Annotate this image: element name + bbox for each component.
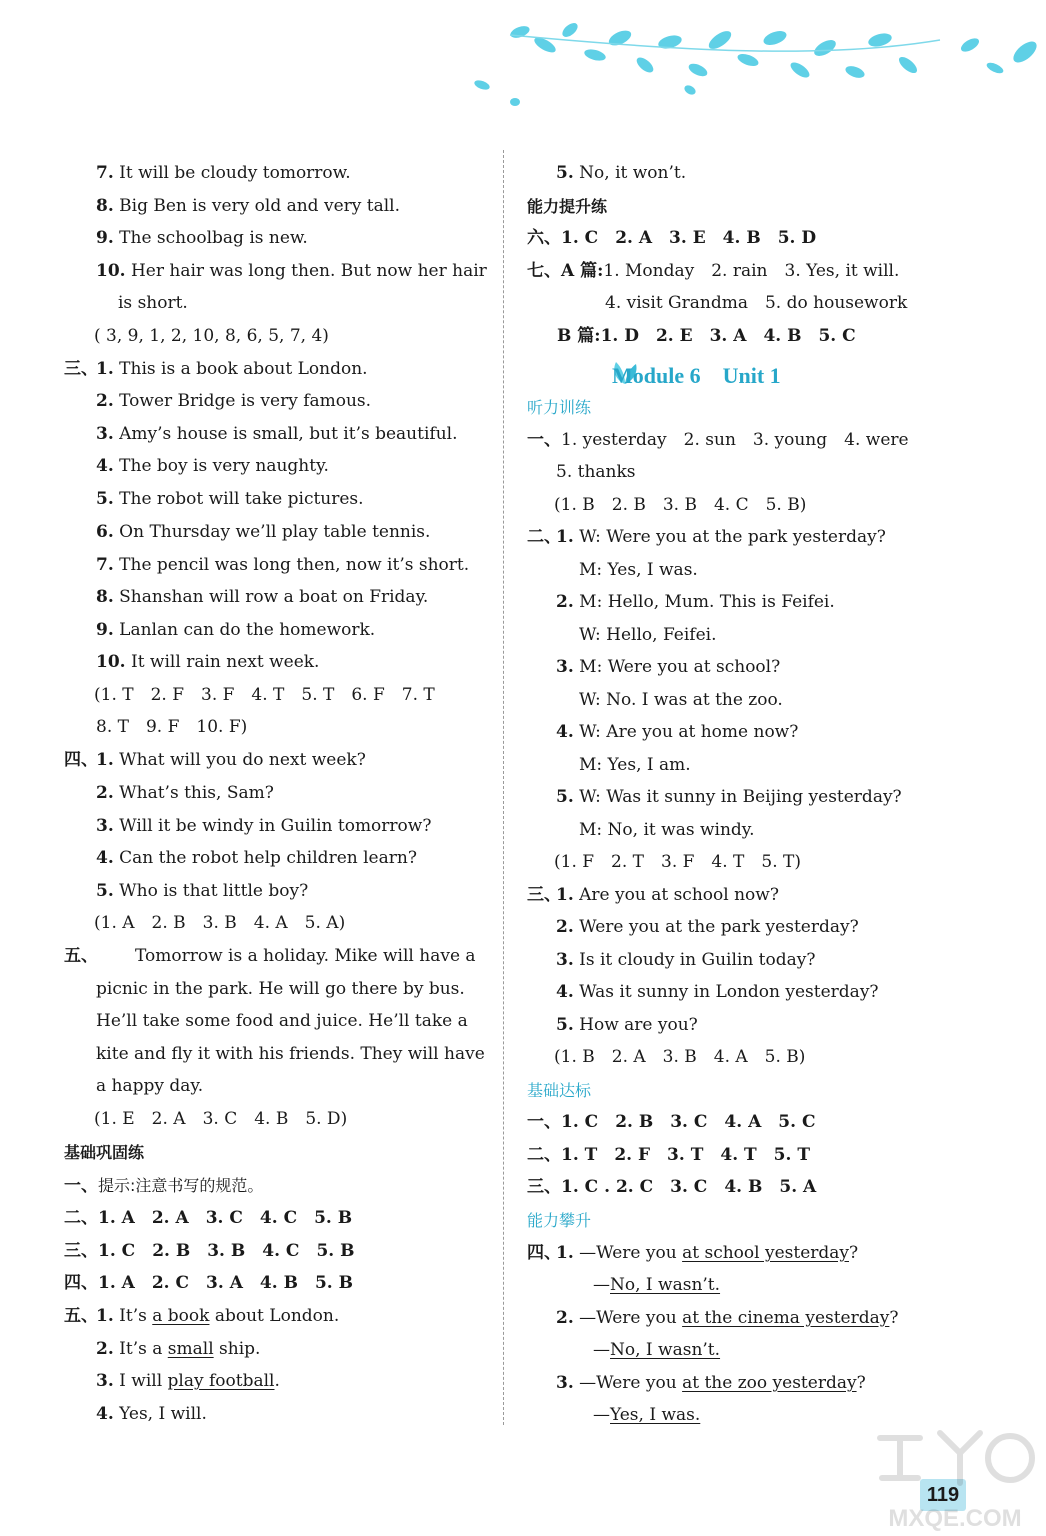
list-item: 2. Were you at the park yesterday? [556, 917, 859, 937]
answer-key: (1. F 2. T 3. F 4. T 5. T) [554, 852, 801, 872]
list-item: 7. It will be cloudy tomorrow. [96, 163, 351, 183]
answer-row: 二、1. T 2. F 3. T 4. T 5. T [527, 1145, 810, 1165]
answer-row: 5. thanks [556, 462, 636, 482]
column-divider [503, 150, 504, 1425]
section-label: 四、 [64, 750, 98, 770]
list-item: 3. Is it cloudy in Guilin today? [556, 950, 816, 970]
section-label: 五、 [64, 946, 98, 966]
list-item: 4. The boy is very naughty. [96, 456, 329, 476]
answer-row: 一、提示:注意书写的规范。 [64, 1176, 264, 1196]
list-item: —Yes, I was. [593, 1405, 701, 1425]
list-item: 6. On Thursday we’ll play table tennis. [96, 522, 431, 542]
section-label: 三、 [64, 359, 98, 379]
section-label: 三、 [527, 885, 561, 905]
section-heading: 基础巩固练 [64, 1143, 145, 1162]
dialog-line: 5. W: Was it sunny in Beijing yesterday? [556, 787, 902, 807]
passage-line: picnic in the park. He will go there by bus. [96, 979, 465, 999]
list-item: 2. It’s a small ship. [96, 1339, 261, 1359]
dialog-line: W: No. I was at the zoo. [579, 690, 783, 710]
answer-key: 8. T 9. F 10. F) [96, 717, 248, 737]
section-label: 四、 [527, 1243, 561, 1263]
dialog-line: 3. M: Were you at school? [556, 657, 781, 677]
section-heading: 听力训练 [527, 398, 592, 417]
answer-key: (1. B 2. A 3. B 4. A 5. B) [554, 1047, 806, 1067]
dialog-line: M: No, it was windy. [579, 820, 755, 840]
answer-key: (1. E 2. A 3. C 4. B 5. D) [94, 1109, 348, 1129]
passage-line: kite and fly it with his friends. They will have [96, 1044, 485, 1064]
leaf-decoration-icon [470, 10, 1046, 120]
dialog-line: W: Hello, Feifei. [579, 625, 717, 645]
list-item: 5. How are you? [556, 1015, 698, 1035]
section-heading: 基础达标 [527, 1081, 592, 1100]
list-item: 4. Can the robot help children learn? [96, 848, 417, 868]
list-item: 3. I will play football. [96, 1371, 280, 1391]
list-item: —No, I wasn’t. [593, 1340, 721, 1360]
passage-line: Tomorrow is a holiday. Mike will have a [135, 946, 476, 966]
section-label: 五、 [64, 1306, 98, 1326]
answer-row: 一、1. yesterday 2. sun 3. young 4. were [527, 430, 909, 450]
list-item: 10. It will rain next week. [96, 652, 320, 672]
answer-row: 三、1. C 2. B 3. B 4. C 5. B [64, 1241, 355, 1261]
answer-row: 一、1. C 2. B 3. C 4. A 5. C [527, 1112, 816, 1132]
list-item: 4. Yes, I will. [96, 1404, 207, 1424]
list-item: is short. [118, 293, 188, 313]
list-item: 3. —Were you at the zoo yesterday? [556, 1373, 866, 1393]
passage-line: He’ll take some food and juice. He’ll take a [96, 1011, 468, 1031]
answer-row: B 篇:1. D 2. E 3. A 4. B 5. C [557, 326, 856, 346]
list-item: 1. What will you do next week? [96, 750, 366, 770]
dialog-line: 2. M: Hello, Mum. This is Feifei. [556, 592, 835, 612]
list-item: 5. No, it won’t. [556, 163, 687, 183]
answer-order: ( 3, 9, 1, 2, 10, 8, 6, 5, 7, 4) [94, 326, 329, 346]
list-item: 8. Shanshan will row a boat on Friday. [96, 587, 429, 607]
list-item: 2. —Were you at the cinema yesterday? [556, 1308, 899, 1328]
watermark-text: MXQE.COM [888, 1505, 1022, 1532]
section-heading: 能力提升练 [527, 197, 608, 216]
list-item: 10. Her hair was long then. But now her hair [96, 261, 487, 281]
dialog-line: M: Yes, I am. [579, 755, 691, 775]
section-heading: 能力攀升 [527, 1211, 592, 1230]
module-title: Module 6 Unit 1 [612, 363, 781, 388]
answer-row: 四、1. A 2. C 3. A 4. B 5. B [64, 1273, 353, 1293]
answer-row: 三、1. C . 2. C 3. C 4. B 5. A [527, 1177, 817, 1197]
answer-key: (1. A 2. B 3. B 4. A 5. A) [94, 913, 346, 933]
list-item: 4. Was it sunny in London yesterday? [556, 982, 879, 1002]
dialog-line: 4. W: Are you at home now? [556, 722, 799, 742]
answer-key: (1. T 2. F 3. F 4. T 5. T 6. F 7. T [94, 685, 435, 705]
answer-row: 4. visit Grandma 5. do housework [605, 293, 908, 313]
passage-line: a happy day. [96, 1076, 204, 1096]
answer-key: (1. B 2. B 3. B 4. C 5. B) [554, 495, 807, 515]
dialog-line: M: Yes, I was. [579, 560, 698, 580]
dialog-line: 1. W: Were you at the park yesterday? [556, 527, 886, 547]
answer-row: 二、1. A 2. A 3. C 4. C 5. B [64, 1208, 353, 1228]
list-item: 1. This is a book about London. [96, 359, 368, 379]
page-number: 119 [920, 1479, 966, 1511]
list-item: 7. The pencil was long then, now it’s short. [96, 555, 470, 575]
list-item: 5. The robot will take pictures. [96, 489, 364, 509]
list-item: 8. Big Ben is very old and very tall. [96, 196, 401, 216]
watermark-logo-icon [870, 1418, 1040, 1533]
list-item: 1. Are you at school now? [556, 885, 779, 905]
answer-row: 六、1. C 2. A 3. E 4. B 5. D [527, 228, 817, 248]
list-item: 1. It’s a book about London. [96, 1306, 340, 1326]
list-item: 3. Amy’s house is small, but it’s beautiful. [96, 424, 458, 444]
list-item: —No, I wasn’t. [593, 1275, 721, 1295]
list-item: 1. —Were you at school yesterday? [556, 1243, 859, 1263]
answer-row: 七、A 篇:1. Monday 2. rain 3. Yes, it will. [527, 261, 900, 281]
list-item: 2. Tower Bridge is very famous. [96, 391, 372, 411]
list-item: 9. The schoolbag is new. [96, 228, 308, 248]
list-item: 3. Will it be windy in Guilin tomorrow? [96, 816, 432, 836]
list-item: 2. What’s this, Sam? [96, 783, 274, 803]
list-item: 9. Lanlan can do the homework. [96, 620, 376, 640]
section-label: 二、 [527, 527, 561, 547]
list-item: 5. Who is that little boy? [96, 881, 309, 901]
